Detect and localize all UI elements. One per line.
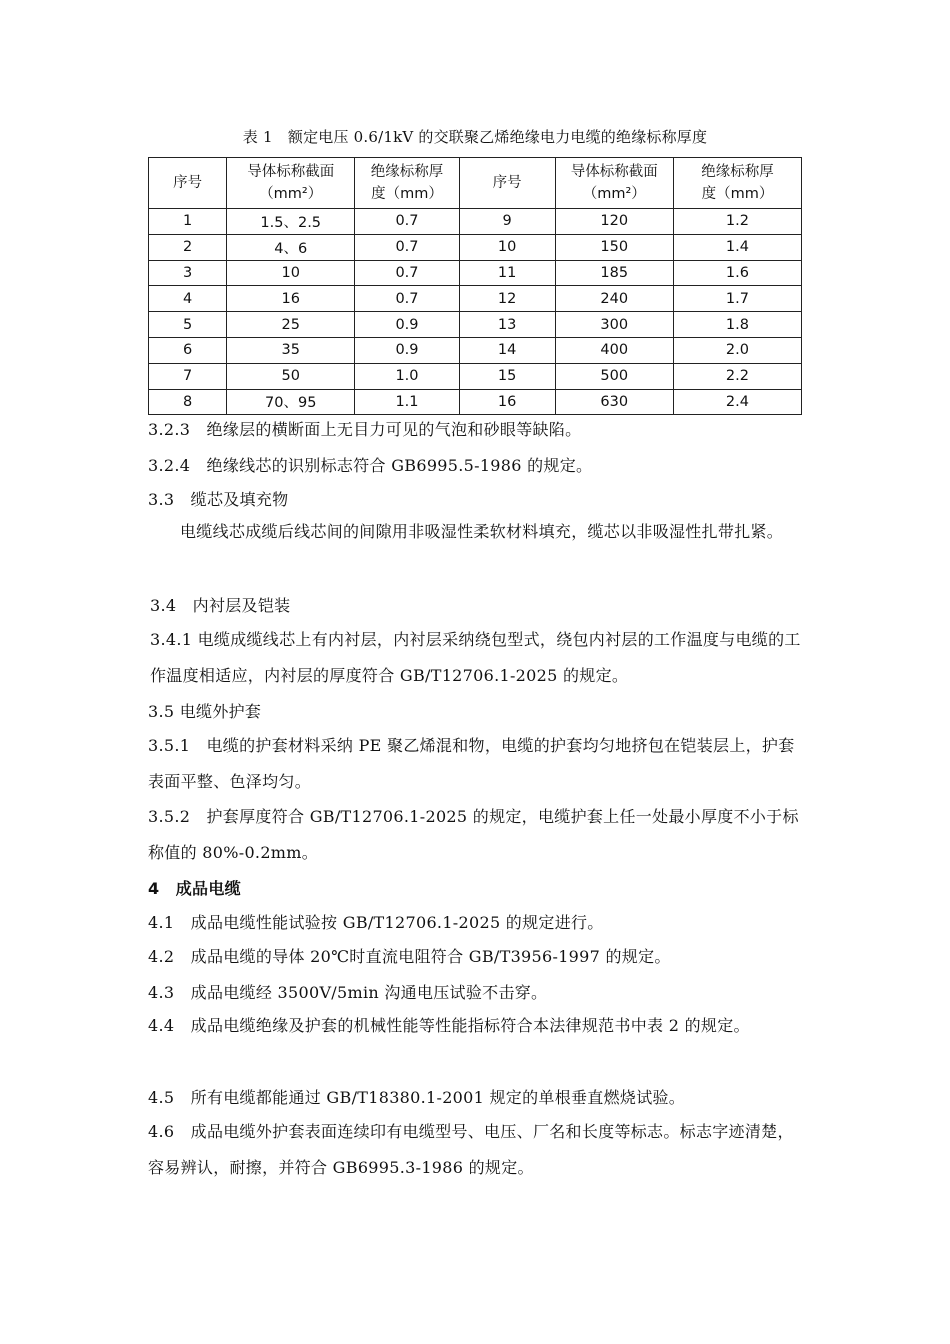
heading-3-4: 3.4 内衬层及铠装 (150, 596, 291, 615)
heading-3-3: 3.3 缆芯及填充物 (148, 490, 289, 509)
table-cell: 16 (459, 389, 555, 415)
table-cell: 10 (227, 260, 355, 286)
table-cell: 1.7 (673, 286, 801, 312)
header-seq: 序号 (149, 158, 227, 209)
header-thickness-line1: 绝缘标称厚 (370, 164, 444, 180)
table-row (149, 260, 802, 286)
table-cell: 0.7 (355, 260, 459, 286)
header-area-line2: （mm²） (259, 186, 323, 202)
table-caption: 表 1 额定电压 0.6/1kV 的交联聚乙烯绝缘电力电缆的绝缘标称厚度 (242, 128, 708, 146)
table-cell: 1.2 (673, 209, 801, 235)
table-cell: 8 (149, 389, 227, 415)
header-area-2 (555, 158, 673, 209)
table-row (149, 389, 802, 415)
table-cell: 120 (555, 209, 673, 235)
table-cell: 70、95 (227, 389, 355, 415)
table-cell: 0.9 (355, 312, 459, 338)
table-cell: 13 (459, 312, 555, 338)
table-cell: 11 (459, 260, 555, 286)
table-cell: 7 (149, 363, 227, 389)
table-cell: 1.0 (355, 363, 459, 389)
table-cell: 300 (555, 312, 673, 338)
table-cell: 9 (459, 209, 555, 235)
table-cell: 0.9 (355, 337, 459, 363)
table-cell: 25 (227, 312, 355, 338)
heading-3-5: 3.5 电缆外护套 (148, 702, 262, 721)
table-cell: 2 (149, 234, 227, 260)
table-cell: 12 (459, 286, 555, 312)
clause-4-2: 4.2 成品电缆的导体 20℃时直流电阻符合 GB/T3956-1997 的规定。 (148, 947, 671, 966)
clause-3-4-1: 3.4.1 电缆成缆线芯上有内衬层，内衬层采纳绕包型式，绕包内衬层的工作温度与电缆的工作温度相适应，内衬层的厚度符合 GB/T12706.1-2025 的规定。 (150, 630, 801, 685)
table-cell: 14 (459, 337, 555, 363)
header-area-line1: 导体标称截面 (247, 164, 335, 180)
table-cell: 6 (149, 337, 227, 363)
table-cell: 150 (555, 234, 673, 260)
table-row (149, 286, 802, 312)
table-row (149, 209, 802, 235)
table-cell: 16 (227, 286, 355, 312)
table-header-row (149, 158, 802, 209)
table-cell: 400 (555, 337, 673, 363)
clause-4-1: 4.1 成品电缆性能试验按 GB/T12706.1-2025 的规定进行。 (148, 913, 604, 932)
header-thickness (355, 158, 459, 209)
header-thickness-2-line1: 绝缘标称厚 (701, 164, 774, 180)
clause-4-3: 4.3 成品电缆经 3500V/5min 沟通电压试验不击穿。 (148, 983, 548, 1002)
clause-3-5-2: 3.5.2 护套厚度符合 GB/T12706.1-2025 的规定，电缆护套上任一处最小厚度不小于标称值的 80%-0.2mm。 (148, 807, 799, 862)
insulation-thickness-table (148, 157, 802, 415)
table-cell: 50 (227, 363, 355, 389)
heading-4: 4 成品电缆 (148, 879, 241, 898)
table-cell: 0.7 (355, 286, 459, 312)
table-row (149, 312, 802, 338)
table-cell: 185 (555, 260, 673, 286)
table-cell: 35 (227, 337, 355, 363)
table-cell: 4 (149, 286, 227, 312)
header-area (227, 158, 355, 209)
table-cell: 4、6 (227, 234, 355, 260)
header-seq-2: 序号 (459, 158, 555, 209)
table-cell: 1.4 (673, 234, 801, 260)
table-cell: 5 (149, 312, 227, 338)
clause-3-2-4: 3.2.4 绝缘线芯的识别标志符合 GB6995.5-1986 的规定。 (148, 456, 593, 475)
table-cell: 10 (459, 234, 555, 260)
table-cell: 1.8 (673, 312, 801, 338)
table-cell: 2.0 (673, 337, 801, 363)
header-area-2-line2: （mm²） (582, 186, 646, 202)
table-cell: 240 (555, 286, 673, 312)
table-cell: 3 (149, 260, 227, 286)
header-thickness-line2: 度（mm） (371, 186, 443, 202)
table-cell: 2.4 (673, 389, 801, 415)
clause-4-4: 4.4 成品电缆绝缘及护套的机械性能等性能指标符合本法律规范书中表 2 的规定。 (148, 1016, 750, 1035)
clause-3-3-body: 电缆线芯成缆后线芯间的间隙用非吸湿性柔软材料填充，缆芯以非吸湿性扎带扎紧。 (180, 522, 784, 541)
table-cell: 1.6 (673, 260, 801, 286)
header-area-2-line1: 导体标称截面 (570, 164, 658, 180)
table-cell: 0.7 (355, 209, 459, 235)
table-row (149, 337, 802, 363)
table-cell: 0.7 (355, 234, 459, 260)
header-thickness-2-line2: 度（mm） (701, 186, 774, 202)
table-cell: 2.2 (673, 363, 801, 389)
clause-3-2-3: 3.2.3 绝缘层的横断面上无目力可见的气泡和砂眼等缺陷。 (148, 420, 582, 439)
table-cell: 630 (555, 389, 673, 415)
table-cell: 1 (149, 209, 227, 235)
table-cell: 500 (555, 363, 673, 389)
table-row (149, 234, 802, 260)
clause-3-5-1: 3.5.1 电缆的护套材料采纳 PE 聚乙烯混和物，电缆的护套均匀地挤包在铠装层上，护套表面平整、色泽均匀。 (148, 736, 795, 791)
table-cell: 1.1 (355, 389, 459, 415)
header-thickness-2 (673, 158, 801, 209)
table-cell: 15 (459, 363, 555, 389)
clause-4-5: 4.5 所有电缆都能通过 GB/T18380.1-2001 规定的单根垂直燃烧试验。 (148, 1088, 686, 1107)
table-cell: 1.5、2.5 (227, 209, 355, 235)
table-row (149, 363, 802, 389)
clause-4-6: 4.6 成品电缆外护套表面连续印有电缆型号、电压、厂名和长度等标志。标志字迹清楚，容易辨认，耐擦，并符合 GB6995.3-1986 的规定。 (148, 1122, 794, 1177)
